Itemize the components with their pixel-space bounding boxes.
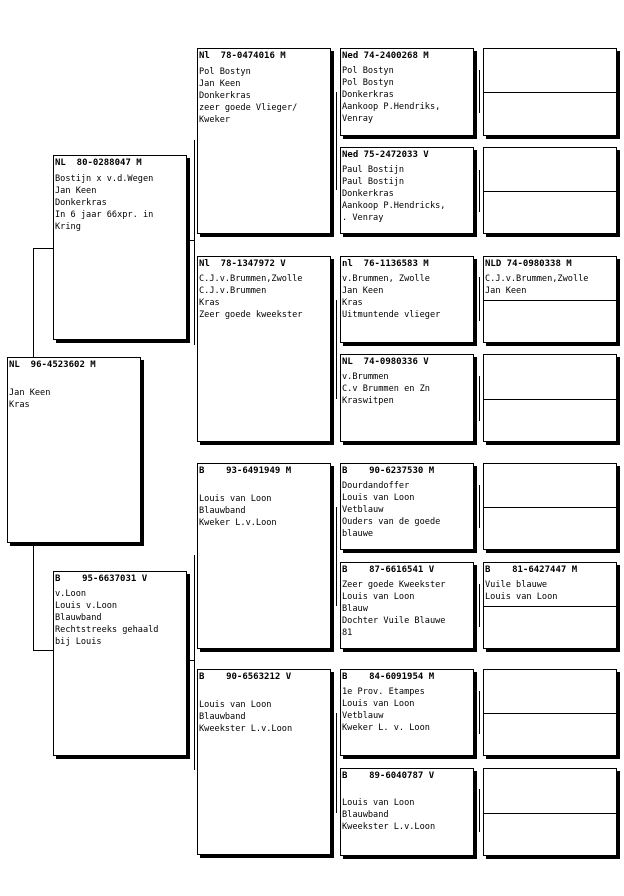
connector-line (336, 300, 337, 399)
slot-divider (484, 399, 616, 400)
pedigree-card-dam-sire[interactable] (197, 463, 331, 649)
card-line: Blauwband (55, 613, 102, 623)
card-line: Jan Keen (9, 388, 51, 398)
connector-line (194, 140, 195, 345)
ring-number: NL 96-4523602 M (9, 360, 96, 370)
card-line: v.Brummen (342, 372, 389, 382)
card-line: Aankoop P.Hendriks, (342, 102, 441, 112)
connector-line (190, 660, 195, 661)
slot-divider (484, 191, 616, 192)
pedigree-card-gen3[interactable] (340, 147, 474, 234)
card-line: Louis van Loon (342, 798, 415, 808)
connector-line (336, 507, 337, 606)
card-line (199, 687, 330, 699)
ring-number: NL 80-0288047 M (55, 158, 142, 168)
card-line: Pol Bostyn (342, 66, 394, 76)
connector-line (479, 485, 480, 528)
card-line: C.J.v.Brummen,Zwolle (199, 274, 303, 284)
pedigree-slot-gen4[interactable] (483, 147, 617, 234)
card-line: 1e Prov. Etampes (342, 687, 425, 697)
card-line: Louis van Loon (342, 699, 415, 709)
pedigree-card-gen3[interactable] (340, 463, 474, 550)
slot-divider (484, 300, 616, 301)
card-line: Paul Bostijn (342, 165, 405, 175)
card-line: C.v Brummen en Zn (342, 384, 430, 394)
card-line: Kring (55, 222, 81, 232)
pedigree-card-dam-dam[interactable] (197, 669, 331, 855)
connector-line (479, 691, 480, 734)
ring-number: B 90-6563212 V (199, 672, 292, 682)
card-line: Blauwband (199, 712, 246, 722)
connector-line (33, 545, 34, 650)
pedigree-card-gen3[interactable] (340, 669, 474, 756)
connector-line (336, 713, 337, 813)
connector-line (336, 92, 337, 190)
connector-line (479, 584, 480, 627)
card-line: v.Brummen, Zwolle (342, 274, 430, 284)
card-line: v.Loon (55, 589, 87, 599)
card-line: Louis v.Loon (55, 601, 118, 611)
card-line: Kras (9, 400, 30, 410)
pedigree-slot-gen4[interactable] (483, 48, 617, 136)
card-line: zeer goede Vlieger/ (199, 103, 298, 113)
card-line: Dochter Vuile Blauwe (342, 616, 446, 626)
card-line: blauwe (342, 529, 374, 539)
card-line: Kweekster L.v.Loon (342, 822, 436, 832)
card-line: Pol Bostyn (342, 78, 394, 88)
pedigree-card-sire[interactable] (53, 155, 187, 340)
pedigree-card-gen3[interactable] (340, 48, 474, 136)
card-line: Dourdandoffer (342, 481, 410, 491)
ring-number: B 93-6491949 M (199, 466, 292, 476)
card-line: Venray (342, 114, 374, 124)
pedigree-card-subject[interactable] (7, 357, 141, 543)
card-line: Zeer goede kweekster (199, 310, 303, 320)
connector-line (479, 376, 480, 421)
connector-line (33, 248, 34, 358)
pedigree-card-gen3[interactable] (340, 562, 474, 649)
card-line: Donkerkras (342, 90, 394, 100)
card-line: Louis van Loon (342, 592, 415, 602)
pedigree-card-sire-dam[interactable] (197, 256, 331, 442)
card-line: Bostijn x v.d.Wegen (55, 174, 154, 184)
card-line: Vetblauw (342, 505, 384, 515)
pedigree-card-gen3[interactable] (340, 256, 474, 343)
card-line: Uitmuntende vlieger (342, 310, 441, 320)
card-line: Pol Bostyn (199, 67, 251, 77)
card-line: Zeer goede Kweekster (342, 580, 446, 590)
card-line: Paul Bostijn (342, 177, 405, 187)
card-line: Jan Keen (55, 186, 97, 196)
pedigree-card-gen3[interactable] (340, 354, 474, 442)
pedigree-card-gen3[interactable] (340, 768, 474, 856)
card-line: Jan Keen (199, 79, 241, 89)
ring-number: Ned 75-2472033 V (342, 150, 429, 160)
connector-line (190, 240, 195, 241)
card-line: Louis van Loon (485, 592, 558, 602)
card-line: Vetblauw (342, 711, 384, 721)
card-line: Kweker (199, 115, 231, 125)
connector-line (479, 277, 480, 321)
ring-number: Nl 78-1347972 V (199, 259, 286, 269)
ring-number: NLD 74-0980338 M (485, 259, 572, 269)
pedigree-card-sire-sire[interactable] (197, 48, 331, 234)
card-line: Blauw (342, 604, 368, 614)
connector-line (33, 248, 54, 249)
card-line: Kraswitpen (342, 396, 394, 406)
card-line: Blauwband (199, 506, 246, 516)
card-line: 81 (342, 628, 353, 638)
pedigree-slot-gen4[interactable] (483, 768, 617, 856)
ring-number: B 84-6091954 M (342, 672, 435, 682)
ring-number: B 95-6637031 V (55, 574, 148, 584)
pedigree-slot-gen4[interactable] (483, 463, 617, 550)
card-line: . Venray (342, 213, 384, 223)
card-line: Jan Keen (342, 286, 384, 296)
card-line: Kweekster L.v.Loon (199, 724, 293, 734)
card-line: Rechtstreeks gehaald (55, 625, 159, 635)
connector-line (479, 170, 480, 212)
card-line (199, 481, 330, 493)
card-line (342, 785, 473, 797)
card-line: C.J.v.Brummen,Zwolle (485, 274, 589, 284)
ring-number: B 90-6237530 M (342, 466, 435, 476)
connector-line (33, 650, 54, 651)
card-line (9, 375, 140, 387)
card-line: C.J.v.Brummen (199, 286, 267, 296)
pedigree-slot-gen4[interactable] (483, 562, 617, 649)
card-line: Vuile blauwe (485, 580, 548, 590)
pedigree-slot-gen4[interactable] (483, 354, 617, 442)
ring-number: Ned 74-2400268 M (342, 51, 429, 61)
card-line: Donkerkras (55, 198, 107, 208)
card-line: Aankoop P.Hendricks, (342, 201, 446, 211)
pedigree-slot-gen4[interactable] (483, 669, 617, 756)
card-line: bij Louis (55, 637, 102, 647)
card-line: In 6 jaar 66xpr. in (55, 210, 154, 220)
ring-number: B 81-6427447 M (485, 565, 578, 575)
connector-line (479, 70, 480, 113)
slot-divider (484, 507, 616, 508)
slot-divider (484, 713, 616, 714)
pedigree-card-dam[interactable] (53, 571, 187, 756)
ring-number: B 89-6040787 V (342, 771, 435, 781)
ring-number: B 87-6616541 V (342, 565, 435, 575)
ring-number: Nl 78-0474016 M (199, 51, 286, 61)
card-line: Kras (199, 298, 220, 308)
card-line: Louis van Loon (342, 493, 415, 503)
slot-divider (484, 606, 616, 607)
pedigree-slot-gen4[interactable] (483, 256, 617, 343)
ring-number: NL 74-0980336 V (342, 357, 429, 367)
card-line: Kras (342, 298, 363, 308)
card-line: Ouders van de goede (342, 517, 441, 527)
card-line: Louis van Loon (199, 494, 272, 504)
card-line: Donkerkras (342, 189, 394, 199)
ring-number: nl 76-1136583 M (342, 259, 429, 269)
card-line: Kweker L.v.Loon (199, 518, 277, 528)
card-line: Louis van Loon (199, 700, 272, 710)
connector-line (479, 789, 480, 832)
slot-divider (484, 813, 616, 814)
card-line: Donkerkras (199, 91, 251, 101)
connector-line (194, 555, 195, 770)
card-line: Jan Keen (485, 286, 527, 296)
slot-divider (484, 92, 616, 93)
card-line: Blauwband (342, 810, 389, 820)
card-line: Kweker L. v. Loon (342, 723, 430, 733)
